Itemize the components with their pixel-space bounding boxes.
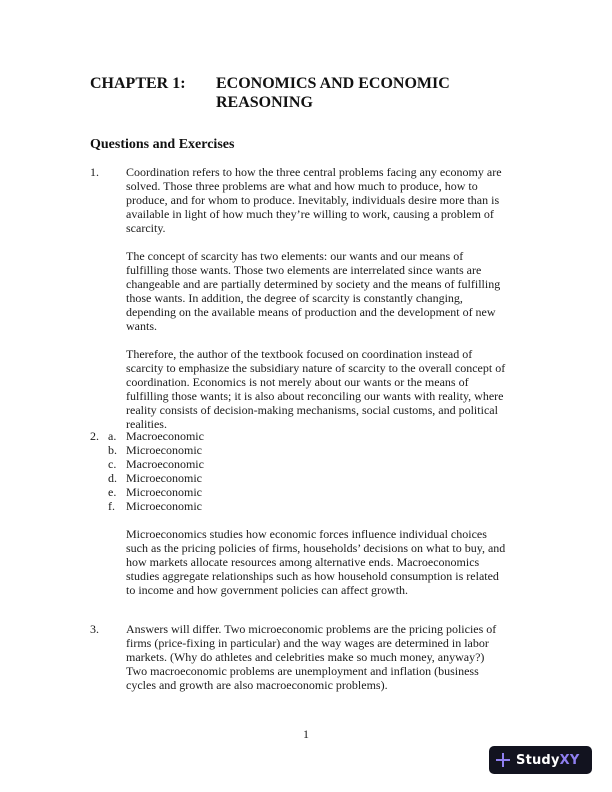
- page-number: 1: [303, 727, 309, 741]
- question-1: [90, 165, 520, 431]
- answer-item: [90, 499, 520, 513]
- chapter-label: CHAPTER 1:: [90, 75, 186, 92]
- question-1-paragraph-1: Coordination refers to how the three central problems facing any economy are solved. Those three problems are what and how much to produce, how to produce, and for whom to produce. Inevitably, individuals desire more than is available in light of how much they’re willing to work, causing a problem of scarcity.: [126, 165, 502, 235]
- answer-text: Microeconomic: [126, 499, 202, 513]
- chapter-title-text: ECONOMICS AND ECONOMIC REASONING: [216, 75, 450, 111]
- answer-text: Macroeconomic: [126, 429, 204, 443]
- question-3: [90, 622, 520, 692]
- answer-letter: d.: [108, 471, 117, 485]
- question-2-paragraph: Microeconomics studies how economic forces influence individual choices such as the pricing policies of firms, households’ decisions on what to buy, and how markets allocate resources among alternative ends. Macroeconomics studies aggregate relationships such as how household consumption is related to income and how government policies can affect growth.: [126, 527, 506, 597]
- question-1-paragraph-3: Therefore, the author of the textbook focused on coordination instead of scarcity to emphasize the subsidiary nature of scarcity to the overall concept of coordination. Economics is not merely about our wants or the means of fulfilling those wants; it is also about reconciling our wants with reality, where reality consists of decision-making mechanisms, social customs, and political realities.: [126, 347, 506, 431]
- question-3-paragraph: Answers will differ. Two microeconomic problems are the pricing policies of firms (price-fixing in particular) and the way wages are determined in labor markets. (Why do athletes and celebrities make so much money, anyway?) Two macroeconomic problems are unemployment and inflation (business cycles and growth are also macroeconomic problems).: [126, 622, 497, 692]
- brand-accent: XY: [559, 752, 580, 768]
- answer-letter: c.: [108, 457, 117, 471]
- brand-name: [516, 753, 579, 768]
- answer-text: Microeconomic: [126, 443, 202, 457]
- answer-letter: f.: [108, 499, 115, 513]
- answer-letter: b.: [108, 443, 117, 457]
- answer-item: [90, 485, 520, 499]
- section-heading: Questions and Exercises: [90, 137, 235, 152]
- answer-text: Macroeconomic: [126, 457, 204, 471]
- answer-item: [90, 457, 520, 471]
- answer-letter: a.: [108, 429, 117, 443]
- answer-text: Microeconomic: [126, 485, 202, 499]
- answer-letter: e.: [108, 485, 117, 499]
- question-2: [90, 429, 520, 597]
- answer-item: [90, 471, 520, 485]
- brand-main: Study: [516, 752, 560, 768]
- studyxy-badge[interactable]: [489, 746, 592, 774]
- question-number: 2.: [90, 429, 99, 443]
- question-number: 3.: [90, 622, 99, 636]
- answer-text: Microeconomic: [126, 471, 202, 485]
- answer-item: [90, 443, 520, 457]
- question-1-paragraph-2: The concept of scarcity has two elements: our wants and our means of fulfilling those wants. Those two elements are interrelated since wants are changeable and are partially determined by society and the means of fulfilling those wants. In addition, the degree of scarcity is constantly changing, depending on the available means of production and the development of new wants.: [126, 249, 501, 333]
- question-number: 1.: [90, 165, 99, 179]
- answer-list: [90, 429, 520, 513]
- answer-item: [90, 429, 520, 443]
- plus-icon: [496, 753, 510, 767]
